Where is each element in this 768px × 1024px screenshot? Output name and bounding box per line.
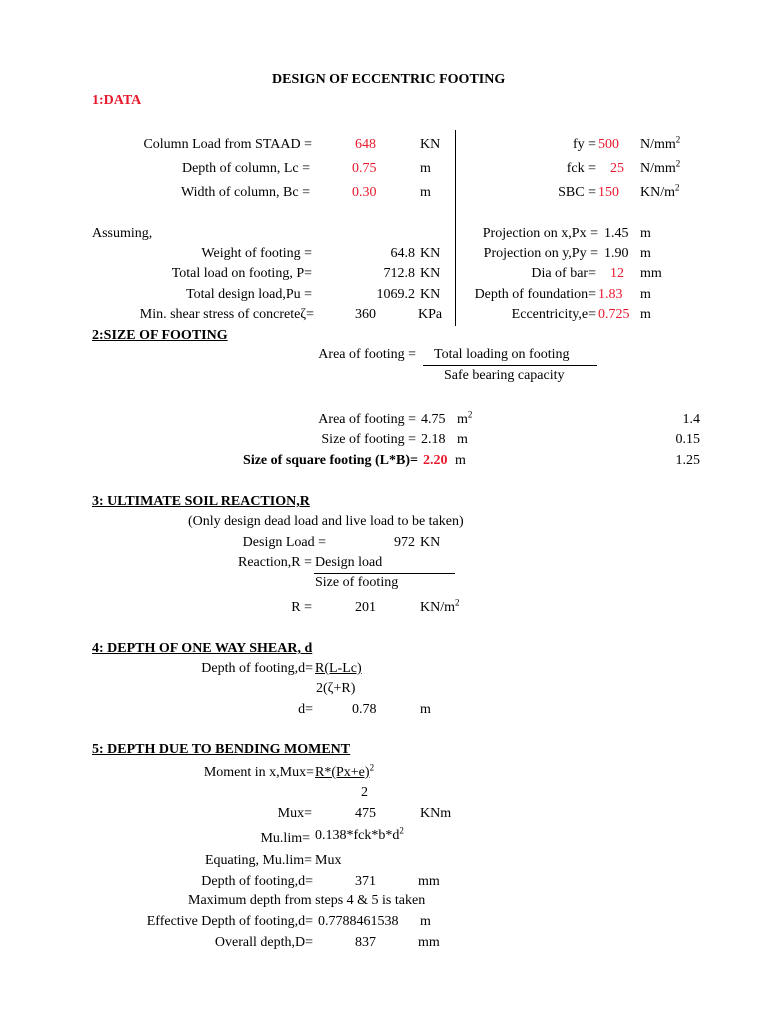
effective-depth-label: Effective Depth of footing,d= <box>146 914 313 929</box>
area-formula-numerator: Total loading on footing <box>434 347 570 362</box>
mux-unit: KNm <box>420 806 452 821</box>
area-footing-label: Area of footing = <box>318 412 416 427</box>
depth-column-unit: m <box>420 161 431 176</box>
total-design-load-unit: KN <box>420 287 441 302</box>
width-column-unit: m <box>420 185 431 200</box>
assuming-label: Assuming, <box>92 226 153 241</box>
reaction-label: Reaction,R = <box>238 555 312 570</box>
area-formula-denominator: Safe bearing capacity <box>444 368 565 383</box>
area-formula-label: Area of footing = <box>318 347 416 362</box>
section-2-heading: 2:SIZE OF FOOTING <box>92 328 228 343</box>
design-load-label: Design Load = <box>242 535 326 550</box>
size-footing-value: 2.18 <box>421 432 446 447</box>
section-3-heading: 3: ULTIMATE SOIL REACTION,R <box>92 494 310 509</box>
bending-depth-unit: mm <box>418 874 440 889</box>
dia-bar-label: Dia of bar= <box>531 266 596 281</box>
depth-foundation-label: Depth of foundation= <box>474 287 596 302</box>
eccentricity-unit: m <box>640 307 651 322</box>
side-value-2: 0.15 <box>675 432 700 447</box>
size-footing-unit: m <box>457 432 468 447</box>
column-load-label: Column Load from STAAD = <box>143 137 312 152</box>
sbc-value: 150 <box>598 185 619 200</box>
depth-foundation-value: 1.83 <box>598 287 623 302</box>
equating-value: Mux <box>315 853 342 868</box>
weight-footing-unit: KN <box>420 246 441 261</box>
moment-x-denominator: 2 <box>361 785 368 800</box>
total-load-label: Total load on footing, P= <box>171 266 312 281</box>
bending-depth-value: 371 <box>355 874 376 889</box>
weight-footing-value: 64.8 <box>390 246 415 261</box>
r-unit: $KN/m^2$ <box>420 597 460 615</box>
section-1-heading: 1:DATA <box>92 93 142 108</box>
overall-depth-label: Overall depth,D= <box>214 935 313 950</box>
projection-y-unit: m <box>640 246 651 261</box>
min-shear-value: 360 <box>355 307 376 322</box>
effective-depth-unit: m <box>420 914 431 929</box>
section-5-heading: 5: DEPTH DUE TO BENDING MOMENT <box>92 742 351 757</box>
one-way-depth-label: Depth of footing,d= <box>201 661 313 676</box>
fy-value: 500 <box>598 137 619 152</box>
total-design-load-value: 1069.2 <box>376 287 415 302</box>
dia-bar-value: 12 <box>610 266 624 281</box>
design-load-unit: KN <box>420 535 441 550</box>
side-value-3: 1.25 <box>675 453 700 468</box>
effective-depth-value: 0.7788461538 <box>318 914 399 929</box>
overall-depth-unit: mm <box>418 935 440 950</box>
depth-column-label: Depth of column, Lc = <box>181 161 310 176</box>
column-load-value: 648 <box>355 137 376 152</box>
reaction-numerator: Design load <box>315 555 383 570</box>
reaction-fraction-bar <box>314 573 455 574</box>
eccentricity-label: Eccentricity,e= <box>511 307 596 322</box>
square-footing-label: Size of square footing (L*B)= <box>243 453 418 468</box>
area-footing-unit: $m^2$ <box>457 409 473 427</box>
reaction-denominator: Size of footing <box>315 575 399 590</box>
projection-y-value: 1.90 <box>604 246 629 261</box>
fck-label: fck = <box>566 161 596 176</box>
area-fraction-bar <box>423 365 597 366</box>
r-label: R = <box>291 600 312 615</box>
max-depth-note: Maximum depth from steps 4 & 5 is taken <box>188 893 426 908</box>
section-4-heading: 4: DEPTH OF ONE WAY SHEAR, d <box>92 641 313 656</box>
area-footing-value: 4.75 <box>421 412 446 427</box>
column-load-unit: KN <box>420 137 441 152</box>
fy-label: fy = <box>572 137 596 152</box>
section-3-note: (Only design dead load and live load to be taken) <box>188 514 464 529</box>
mulim-value: $0.138*fck*b*d^2$ <box>315 825 404 843</box>
bending-depth-label: Depth of footing,d= <box>201 874 313 889</box>
equating-label: Equating, Mu.lim= <box>204 853 312 868</box>
total-design-load-label: Total design load,Pu = <box>186 287 312 302</box>
size-footing-label: Size of footing = <box>321 432 416 447</box>
one-way-depth-numerator: R(L-Lc) <box>315 661 362 676</box>
r-value: 201 <box>355 600 376 615</box>
projection-x-label: Projection on x,Px = <box>482 226 598 241</box>
mulim-label: Mu.lim= <box>260 831 310 846</box>
sbc-unit: $KN/m^2$ <box>640 182 680 200</box>
width-column-value: 0.30 <box>352 185 377 200</box>
sbc-label: SBC = <box>558 185 596 200</box>
projection-x-value: 1.45 <box>604 226 629 241</box>
square-footing-unit: m <box>455 453 466 468</box>
side-value-1: 1.4 <box>682 412 700 427</box>
projection-y-label: Projection on y,Py = <box>483 246 598 261</box>
depth-column-value: 0.75 <box>352 161 377 176</box>
page-title: DESIGN OF ECCENTRIC FOOTING <box>272 72 506 87</box>
moment-x-numerator: $R*(Px+e)^2$ <box>315 762 375 780</box>
mux-value: 475 <box>355 806 376 821</box>
min-shear-unit: KPa <box>418 307 443 322</box>
mux-label: Mux= <box>277 806 312 821</box>
weight-footing-label: Weight of footing = <box>201 246 312 261</box>
width-column-label: Width of column, Bc = <box>180 185 310 200</box>
d-unit: m <box>420 702 431 717</box>
dia-bar-unit: mm <box>640 266 662 281</box>
fck-value: 25 <box>610 161 624 176</box>
design-load-value: 972 <box>394 535 415 550</box>
fck-unit: $N/mm^2$ <box>640 158 681 176</box>
moment-x-label: Moment in x,Mux= <box>203 765 314 780</box>
total-load-value: 712.8 <box>383 266 415 281</box>
depth-foundation-unit: m <box>640 287 651 302</box>
fy-unit: $N/mm^2$ <box>640 134 681 152</box>
overall-depth-value: 837 <box>355 935 376 950</box>
total-load-unit: KN <box>420 266 441 281</box>
square-footing-value: 2.20 <box>423 453 448 468</box>
eccentricity-value: 0.725 <box>598 307 630 322</box>
d-value: 0.78 <box>352 702 377 717</box>
min-shear-label: Min. shear stress of concreteζ= <box>139 307 314 322</box>
projection-x-unit: m <box>640 226 651 241</box>
d-label: d= <box>298 702 313 717</box>
one-way-depth-denominator: 2(ζ+R) <box>316 681 356 696</box>
